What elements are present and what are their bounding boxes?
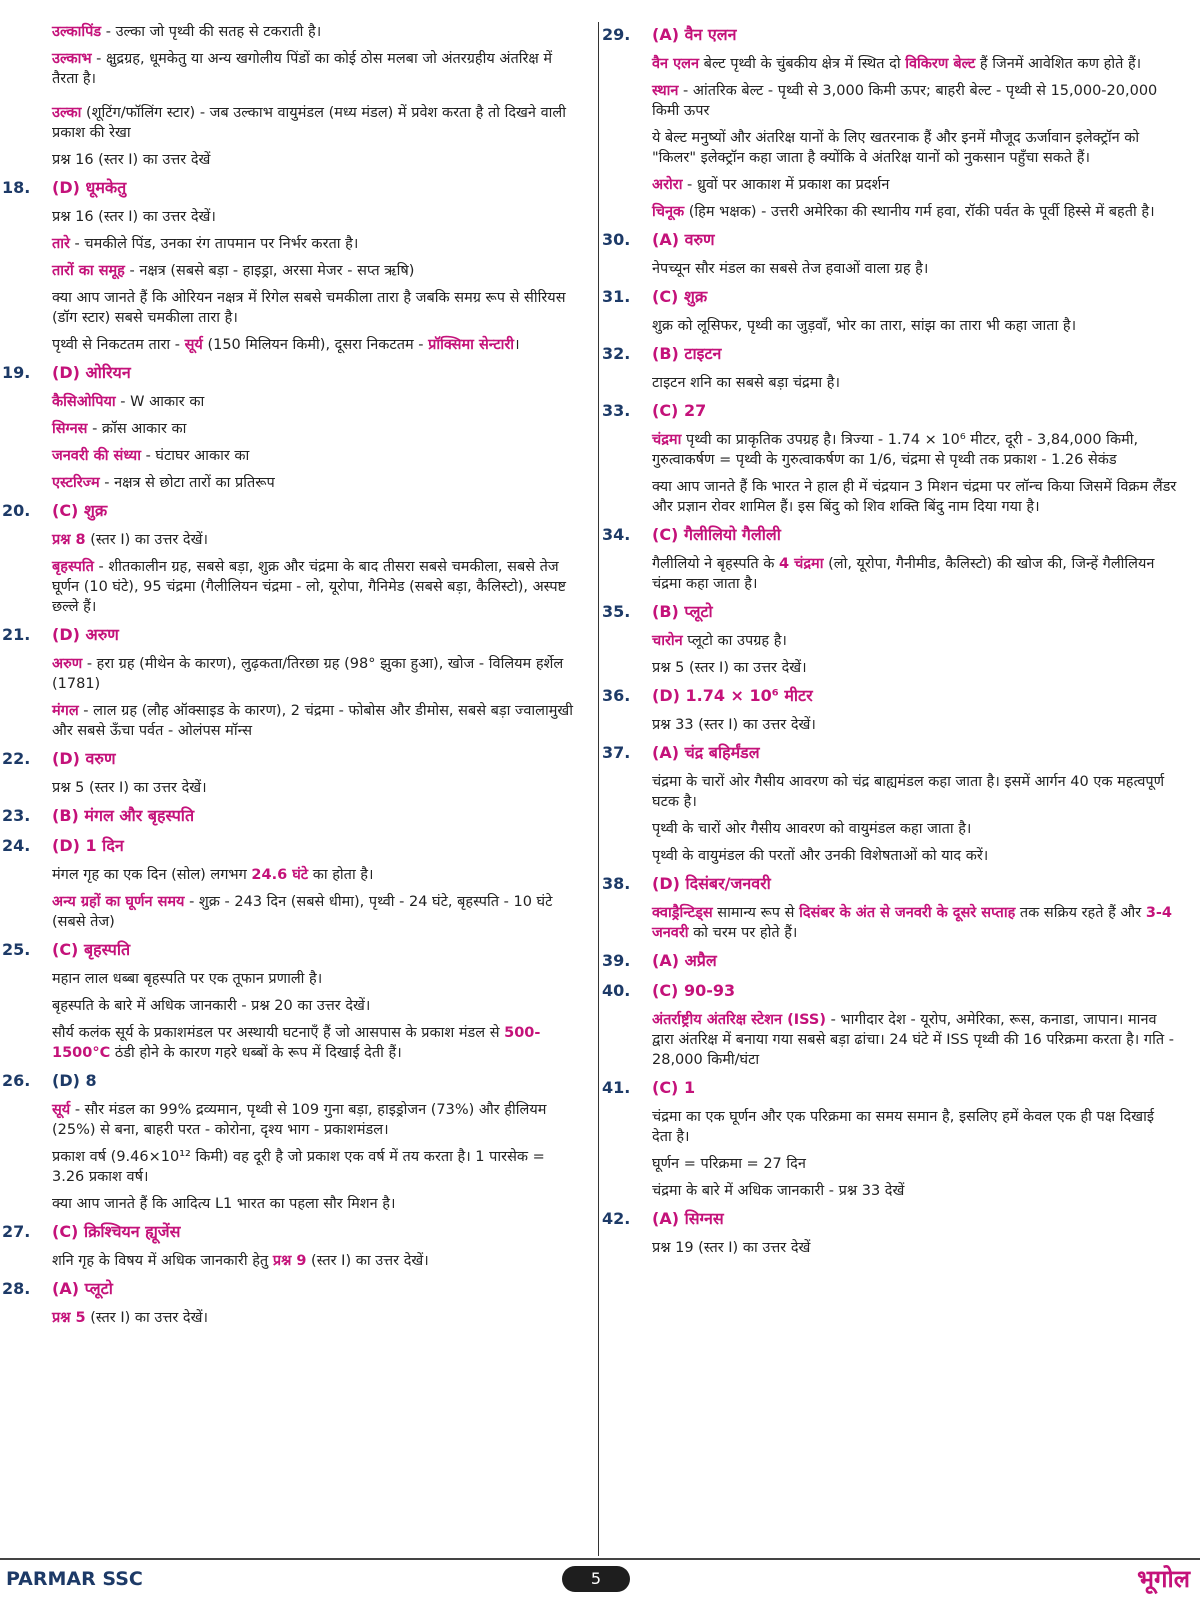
paragraph: चंद्रमा का एक घूर्णन और एक परिक्रमा का समय समान है, इसलिए हमें केवल एक ही पक्ष दिखाई देता है।: [652, 1109, 1154, 1145]
question-21: [2, 624, 578, 646]
paragraph: टाइटन शनि का सबसे बड़ा चंद्रमा है।: [652, 375, 840, 391]
question-number: 39.: [602, 951, 631, 970]
question-19: [2, 362, 578, 384]
term: जनवरी की संध्या: [52, 448, 141, 464]
answer: (B) टाइटन: [652, 344, 722, 363]
paragraph: ये बेल्ट मनुष्यों और अंतरिक्ष यानों के लिए खतरनाक हैं और इनमें मौजूद ऊर्जावान इलेक्ट्रॉन को "किलर" इलेक्ट्रॉन कहा जाता है क्योंकि वे अंतरिक्ष यानों को नुकसान पहुँचा सकते हैं।: [652, 130, 1140, 166]
paragraph: [52, 1023, 578, 1063]
paragraph: [652, 54, 1178, 74]
text: पृथ्वी का प्राकृतिक उपग्रह है। त्रिज्या - 1.74 × 10⁶ मीटर, दूरी - 3,84,000 किमी, गुरुत्वाकर्षण = पृथ्वी के गुरुत्वाकर्षण का 1/6, चंद्रमा से पृथ्वी तक प्रकाश - 1.26 सेकंड: [652, 432, 1139, 468]
question-23: [2, 805, 578, 827]
term: स्थान: [652, 83, 679, 99]
term: बृहस्पति: [52, 559, 94, 575]
text: का होता है।: [308, 867, 374, 883]
question-26: [2, 1070, 578, 1092]
highlight: 3-4 जनवरी: [652, 905, 1173, 941]
answer: (A) सिग्नस: [652, 1209, 724, 1228]
answer: (A) वरुण: [652, 230, 715, 249]
answer: (C) क्रिश्चियन ह्यूजेंस: [52, 1222, 181, 1241]
right-column: [602, 22, 1178, 1265]
term: एस्टरिज्म: [52, 475, 100, 491]
text: (स्तर I) का उत्तर देखें।: [306, 1253, 429, 1269]
paragraph: पृथ्वी के वायुमंडल की परतों और उनकी विशेषताओं को याद करें।: [652, 848, 989, 864]
term: चिनूक: [652, 204, 685, 220]
question-33: [602, 400, 1178, 422]
paragraph: [52, 865, 578, 885]
answer: (B) प्लूटो: [652, 602, 713, 621]
text: - W आकार का: [115, 394, 205, 410]
text: - ध्रुवों पर आकाश में प्रकाश का प्रदर्शन: [682, 177, 890, 193]
paragraph: घूर्णन = परिक्रमा = 27 दिन: [652, 1156, 806, 1172]
paragraph: पृथ्वी के चारों ओर गैसीय आवरण को वायुमंडल कहा जाता है।: [652, 821, 972, 837]
text: (150 मिलियन किमी), दूसरा निकटतम -: [202, 337, 429, 353]
question-number: 27.: [2, 1222, 31, 1241]
term: कैसिओपिया: [52, 394, 116, 410]
paragraph: [52, 1100, 578, 1140]
paragraph: [52, 446, 578, 466]
text: मंगल गृह का एक दिन (सोल) लगभग: [52, 867, 252, 883]
paragraph: [52, 49, 578, 89]
question-number: 21.: [2, 625, 31, 644]
text: बेल्ट पृथ्वी के चुंबकीय क्षेत्र में स्थित दो: [699, 56, 906, 72]
question-41: [602, 1077, 1178, 1099]
answer: (C) गैलीलियो गैलीली: [652, 525, 781, 544]
paragraph: [52, 103, 578, 143]
paragraph: [52, 701, 578, 741]
highlight: वैन एलन: [652, 56, 700, 72]
page-number: 5: [562, 1566, 630, 1592]
question-20: [2, 500, 578, 522]
highlight: 500-1500°C: [52, 1025, 541, 1061]
text: - भागीदार देश - यूरोप, अमेरिका, रूस, कनाडा, जापान। मानव द्वारा अंतरिक्ष में बनाया गया सबसे बड़ा ढांचा। 24 घंटे में ISS पृथ्वी की 16 परिक्रमा करता है। गति - 28,000 किमी/घंटा: [652, 1012, 1174, 1068]
paragraph: [652, 554, 1178, 594]
term: उल्काभ: [52, 51, 92, 67]
text: - क्षुद्रग्रह, धूमकेतु या अन्य खगोलीय पिंडों का कोई ठोस मलबा जो अंतरग्रहीय अंतरिक्ष में तैरता है।: [52, 51, 553, 87]
footer-rule: [0, 1558, 1200, 1560]
question-34: [602, 524, 1178, 546]
text: (शूटिंग/फॉलिंग स्टार) - जब उल्काभ वायुमंडल (मध्य मंडल) में प्रवेश करता है तो दिखने वाली प्रकाश की रेखा: [52, 105, 566, 141]
question-number: 24.: [2, 836, 31, 855]
paragraph: [652, 1010, 1178, 1070]
text: - क्रॉस आकार का: [87, 421, 187, 437]
highlight: क्वाड्रैन्टिड्स: [652, 905, 713, 921]
term: तारों का समूह: [52, 263, 125, 279]
text: - शुक्र - 243 दिन (सबसे धीमा), पृथ्वी - 24 घंटे, बृहस्पति - 10 घंटे (सबसे तेज): [52, 894, 553, 930]
question-31: [602, 286, 1178, 308]
paragraph: [652, 430, 1178, 470]
paragraph: नेपच्यून सौर मंडल का सबसे तेज हवाओं वाला ग्रह है।: [652, 261, 929, 277]
question-number: 31.: [602, 287, 631, 306]
paragraph: [52, 392, 578, 412]
answer: (D) 1.74 × 10⁶ मीटर: [652, 686, 813, 705]
text: - उल्का जो पृथ्वी की सतह से टकराती है।: [101, 24, 322, 40]
question-number: 34.: [602, 525, 631, 544]
question-number: 23.: [2, 806, 31, 825]
term: उल्कापिंड: [52, 24, 102, 40]
question-32: [602, 343, 1178, 365]
highlight: 4 चंद्रमा: [779, 556, 824, 572]
paragraph: [52, 557, 578, 617]
term: चारोन: [652, 633, 683, 649]
paragraph: प्रश्न 16 (स्तर I) का उत्तर देखें: [52, 152, 211, 168]
answer: (D) दिसंबर/जनवरी: [652, 874, 771, 893]
text: ठंडी होने के कारण गहरे धब्बों के रूप में दिखाई देती हैं।: [110, 1045, 402, 1061]
question-number: 26.: [2, 1071, 31, 1090]
answer: (D) वरुण: [52, 749, 116, 768]
text: प्लूटो का उपग्रह है।: [682, 633, 787, 649]
term: अरुण: [52, 656, 83, 672]
question-number: 30.: [602, 230, 631, 249]
term: तारे: [52, 236, 70, 252]
term: अंतर्राष्ट्रीय अंतरिक्ष स्टेशन (ISS): [652, 1012, 826, 1028]
paragraph: [52, 22, 578, 42]
answer: (A) वैन एलन: [652, 25, 737, 44]
text: शनि गृह के विषय में अधिक जानकारी हेतु: [52, 1253, 273, 1269]
question-22: [2, 748, 578, 770]
paragraph: प्रश्न 5 (स्तर I) का उत्तर देखें।: [652, 660, 807, 676]
paragraph: [652, 81, 1178, 121]
text: - शीतकालीन ग्रह, सबसे बड़ा, शुक्र और चंद्रमा के बाद तीसरा सबसे चमकीला, सबसे तेज घूर्णन (10 घंटे), 95 चंद्रमा (गैलीलियन चंद्रमा - लो, यूरोपा, गैनिमेड (सबसे बड़ा, कैलिस्टो), अस्पष्ट छल्ले हैं।: [52, 559, 567, 615]
paragraph: [52, 234, 578, 254]
question-42: [602, 1208, 1178, 1230]
text: गैलीलियो ने बृहस्पति के: [652, 556, 779, 572]
question-number: 36.: [602, 686, 631, 705]
question-number: 22.: [2, 749, 31, 768]
highlight: प्रॉक्सिमा सेन्टारी: [428, 337, 515, 353]
answer: (D) 1 दिन: [52, 836, 124, 855]
question-25: [2, 939, 578, 961]
question-37: [602, 742, 1178, 764]
answer: (C) शुक्र: [652, 287, 708, 306]
question-number: 37.: [602, 743, 631, 762]
paragraph: [52, 473, 578, 493]
text: (स्तर I) का उत्तर देखें।: [85, 1310, 208, 1326]
term: प्रश्न 5: [52, 1310, 86, 1326]
paragraph: [52, 892, 578, 932]
highlight: सूर्य: [184, 337, 203, 353]
text: - हरा ग्रह (मीथेन के कारण), लुढ़कता/तिरछा ग्रह (98° झुका हुआ), खोज - विलियम हर्शेल (1781): [52, 656, 564, 692]
paragraph: [52, 419, 578, 439]
question-number: 28.: [2, 1279, 31, 1298]
term: अन्य ग्रहों का घूर्णन समय: [52, 894, 185, 910]
text: - सौर मंडल का 99% द्रव्यमान, पृथ्वी से 109 गुना बड़ा, हाइड्रोजन (73%) और हीलियम (25%) से बना, बाहरी परत - कोरोना, दृश्य भाग - प्रकाशमंडल।: [52, 1102, 547, 1138]
answer: (D) 8: [52, 1071, 97, 1090]
text: ।: [514, 337, 520, 353]
answer: (D) अरुण: [52, 625, 119, 644]
term: सिग्नस: [52, 421, 88, 437]
answer: (A) अप्रैल: [652, 951, 717, 970]
highlight: विकिरण बेल्ट: [905, 56, 976, 72]
answer: (C) शुक्र: [52, 501, 108, 520]
answer: (B) मंगल और बृहस्पति: [52, 806, 195, 825]
answer: (D) धूमकेतु: [52, 178, 127, 197]
term: चंद्रमा: [652, 432, 682, 448]
highlight: प्रश्न 9: [272, 1253, 307, 1269]
question-27: [2, 1221, 578, 1243]
paragraph: [52, 654, 578, 694]
paragraph: प्रश्न 16 (स्तर I) का उत्तर देखें।: [52, 209, 216, 225]
paragraph: [52, 530, 578, 550]
text: पृथ्वी से निकटतम तारा -: [52, 337, 185, 353]
text: - लाल ग्रह (लौह ऑक्साइड के कारण), 2 चंद्रमा - फोबोस और डीमोस, सबसे बड़ा ज्वालामुखी और सबसे ऊँचा पर्वत - ओलंपस मॉन्स: [52, 703, 574, 739]
paragraph: प्रश्न 33 (स्तर I) का उत्तर देखें।: [652, 717, 816, 733]
paragraph: प्रश्न 19 (स्तर I) का उत्तर देखें: [652, 1240, 811, 1256]
question-40: [602, 980, 1178, 1002]
paragraph: चंद्रमा के बारे में अधिक जानकारी - प्रश्न 33 देखें: [652, 1183, 905, 1199]
paragraph: [652, 903, 1178, 943]
text: - नक्षत्र से छोटा तारों का प्रतिरूप: [99, 475, 275, 491]
question-18: [2, 177, 578, 199]
paragraph: [52, 1308, 578, 1328]
paragraph: [52, 335, 578, 355]
question-number: 18.: [2, 178, 31, 197]
answer: (C) 27: [652, 401, 707, 420]
term: अरोरा: [652, 177, 683, 193]
paragraph: बृहस्पति के बारे में अधिक जानकारी - प्रश्न 20 का उत्तर देखें।: [52, 998, 371, 1014]
term: प्रश्न 8: [52, 532, 86, 548]
question-number: 41.: [602, 1078, 631, 1097]
paragraph: महान लाल धब्बा बृहस्पति पर एक तूफान प्रणाली है।: [52, 971, 323, 987]
paragraph: [652, 202, 1178, 222]
text: - चमकीले पिंड, उनका रंग तापमान पर निर्भर करता है।: [69, 236, 359, 252]
paragraph: क्या आप जानते हैं कि आदित्य L1 भारत का पहला सौर मिशन है।: [52, 1196, 396, 1212]
paragraph: [652, 175, 1178, 195]
highlight: दिसंबर के अंत से जनवरी के दूसरे सप्ताह: [799, 905, 1016, 921]
question-30: [602, 229, 1178, 251]
subject-title: भूगोल: [1137, 1564, 1190, 1593]
question-36: [602, 685, 1178, 707]
paragraph: प्रश्न 5 (स्तर I) का उत्तर देखें।: [52, 780, 207, 796]
answer: (C) 90-93: [652, 981, 736, 1000]
highlight: 24.6 घंटे: [251, 867, 309, 883]
brand-name: PARMAR SSC: [6, 1568, 143, 1590]
text: हैं जिनमें आवेशित कण होते हैं।: [975, 56, 1142, 72]
answer: (C) 1: [652, 1078, 696, 1097]
question-number: 38.: [602, 874, 631, 893]
question-24: [2, 835, 578, 857]
text: - आंतरिक बेल्ट - पृथ्वी से 3,000 किमी ऊपर; बाहरी बेल्ट - पृथ्वी से 15,000-20,000 किमी ऊपर: [652, 83, 1158, 119]
paragraph: [52, 1251, 578, 1271]
answer: (A) चंद्र बहिर्मंडल: [652, 743, 760, 762]
text: (स्तर I) का उत्तर देखें।: [85, 532, 208, 548]
text: सामान्य रूप से: [712, 905, 800, 921]
text: तक सक्रिय रहते हैं और: [1015, 905, 1146, 921]
paragraph: क्या आप जानते हैं कि ओरियन नक्षत्र में रिगेल सबसे चमकीला तारा है जबकि समग्र रूप से सीरियस (डॉग स्टार) सबसे चमकीला तारा है।: [52, 290, 566, 326]
question-number: 20.: [2, 501, 31, 520]
question-number: 40.: [602, 981, 631, 1000]
question-29: [602, 24, 1178, 46]
term: मंगल: [52, 703, 79, 719]
question-28: [2, 1278, 578, 1300]
text: - घंटाघर आकार का: [140, 448, 250, 464]
term: सूर्य: [52, 1102, 71, 1118]
paragraph: प्रकाश वर्ष (9.46×10¹² किमी) वह दूरी है जो प्रकाश एक वर्ष में तय करता है। 1 पारसेक = 3.26 प्रकाश वर्ष।: [52, 1149, 545, 1185]
paragraph: शुक्र को लूसिफर, पृथ्वी का जुड़वाँ, भोर का तारा, सांझ का तारा भी कहा जाता है।: [652, 318, 1077, 334]
paragraph: चंद्रमा के चारों ओर गैसीय आवरण को चंद्र बाह्यमंडल कहा जाता है। इसमें आर्गन 40 एक महत्वपूर्ण घटक है।: [652, 774, 1165, 810]
question-number: 32.: [602, 344, 631, 363]
paragraph: [652, 631, 1178, 651]
question-39: [602, 950, 1178, 972]
answer: (D) ओरियन: [52, 363, 131, 382]
question-number: 42.: [602, 1209, 631, 1228]
question-number: 33.: [602, 401, 631, 420]
text: (हिम भक्षक) - उत्तरी अमेरिका की स्थानीय गर्म हवा, रॉकी पर्वत के पूर्वी हिस्से में बहती है।: [684, 204, 1155, 220]
text: (लो, यूरोपा, गैनीमीड, कैलिस्टो) की खोज की, जिन्हें गैलीलियन चंद्रमा कहा जाता है।: [652, 556, 1155, 592]
question-number: 25.: [2, 940, 31, 959]
column-divider: [598, 22, 599, 1556]
paragraph: [52, 261, 578, 281]
question-number: 29.: [602, 25, 631, 44]
question-number: 19.: [2, 363, 31, 382]
answer: (A) प्लूटो: [52, 1279, 113, 1298]
answer: (C) बृहस्पति: [52, 940, 131, 959]
paragraph: क्या आप जानते हैं कि भारत ने हाल ही में चंद्रयान 3 मिशन चंद्रमा पर लॉन्च किया जिसमें विक्रम लैंडर और प्रज्ञान रोवर शामिल हैं। इस बिंदु को शिव शक्ति बिंदु नाम दिया गया है।: [652, 479, 1177, 515]
text: को चरम पर होते हैं।: [688, 925, 798, 941]
term: उल्का: [52, 105, 82, 121]
text: सौर्य कलंक सूर्य के प्रकाशमंडल पर अस्थायी घटनाएँ हैं जो आसपास के प्रकाश मंडल से: [52, 1025, 505, 1041]
question-number: 35.: [602, 602, 631, 621]
text: - नक्षत्र (सबसे बड़ा - हाइड्रा, अरसा मेजर - सप्त ऋषि): [124, 263, 415, 279]
question-38: [602, 873, 1178, 895]
left-column: [2, 22, 578, 1335]
question-35: [602, 601, 1178, 623]
